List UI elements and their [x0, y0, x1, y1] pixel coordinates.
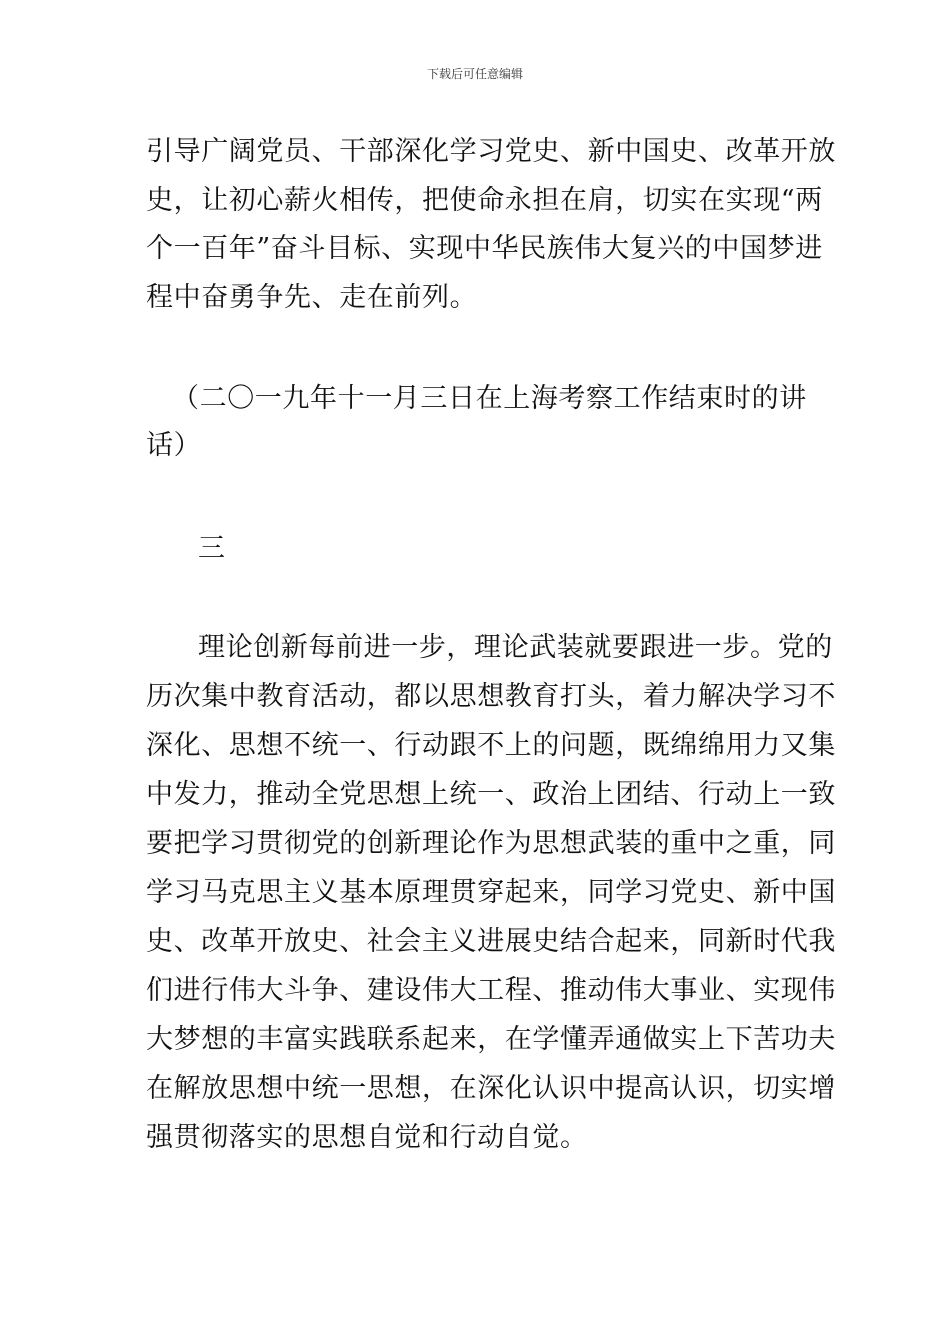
- text-line: 话）: [146, 430, 202, 461]
- text-line: 中发力，推动全党思想上统一、政治上团结、行动上一致: [146, 779, 836, 810]
- text-line: 要把学习贯彻党的创新理论作为思想武装的重中之重，同: [146, 828, 836, 859]
- page-header: 下载后可任意编辑: [426, 67, 523, 81]
- text-line: 历次集中教育活动，都以思想教育打头，着力解决学习不: [146, 681, 836, 712]
- text-line: （二〇一九年十一月三日在上海考察工作结束时的讲: [172, 383, 807, 414]
- text-line: 大梦想的丰富实践联系起来，在学懂弄通做实上下苦功夫: [146, 1024, 836, 1055]
- text-line: 引导广阔党员、干部深化学习党史、新中国史、改革开放: [146, 136, 836, 167]
- text-line: 个一百年”奋斗目标、实现中华民族伟大复兴的中国梦进: [146, 233, 823, 264]
- section-number: 三: [198, 533, 226, 564]
- text-line: 深化、思想不统一、行动跟不上的问题，既绵绵用力又集: [146, 730, 836, 761]
- text-line: 们进行伟大斗争、建设伟大工程、推动伟大事业、实现伟: [146, 975, 836, 1006]
- text-line: 史，让初心薪火相传，把使命永担在肩，切实在实现“两: [146, 185, 823, 216]
- text-line: 学习马克思主义基本原理贯穿起来，同学习党史、新中国: [146, 877, 836, 908]
- text-line: 程中奋勇争先、走在前列。: [146, 282, 478, 313]
- text-line: 理论创新每前进一步，理论武装就要跟进一步。党的: [198, 632, 833, 663]
- text-line: 在解放思想中统一思想，在深化认识中提高认识，切实增: [146, 1073, 836, 1104]
- text-line: 强贯彻落实的思想自觉和行动自觉。: [146, 1122, 588, 1153]
- text-line: 史、改革开放史、社会主义进展史结合起来，同新时代我: [146, 926, 836, 957]
